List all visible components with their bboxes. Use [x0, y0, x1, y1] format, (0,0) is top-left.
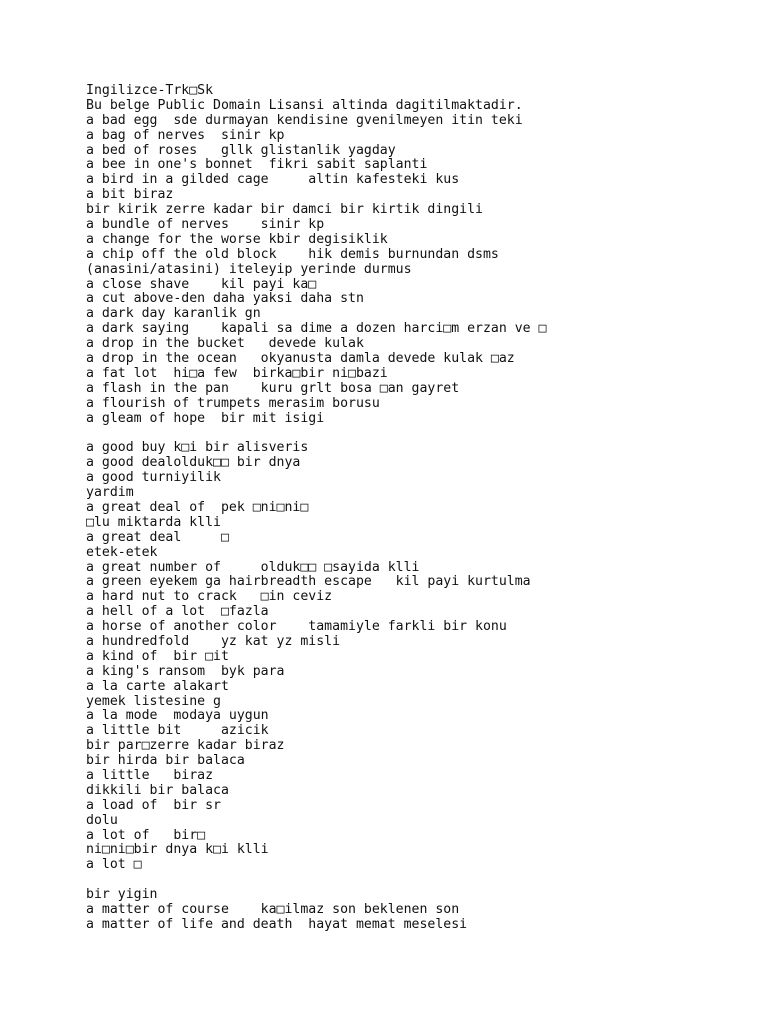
text-line: a little bit azicik	[86, 724, 269, 739]
text-line: a bee in one's bonnet fikri sabit saplanti	[86, 158, 428, 173]
document-text	[86, 84, 756, 933]
text-line: a hard nut to crack □in ceviz	[86, 590, 333, 605]
text-line: a flourish of trumpets merasim borusu	[86, 396, 380, 411]
text-line: a great deal of pek □ni□ni□	[86, 500, 309, 515]
text-line: yardim	[86, 486, 134, 501]
text-line: a bird in a gilded cage altin kafesteki kus	[86, 173, 460, 188]
text-line: a good dealolduk□□ bir dnya	[86, 456, 301, 471]
text-line: a drop in the bucket devede kulak	[86, 337, 364, 352]
text-line: a fat lot hi□a few birka□bir ni□bazi	[86, 366, 388, 381]
text-line: a drop in the ocean okyanusta damla devede kulak □az	[86, 352, 515, 367]
text-line: a horse of another color tamamiyle farkli bir konu	[86, 620, 507, 635]
text-line: a chip off the old block hik demis burnundan dsms	[86, 247, 499, 262]
text-line: a great deal □	[86, 530, 229, 545]
text-line: a bit biraz	[86, 188, 174, 203]
text-line: (anasini/atasini) iteleyip yerinde durmus	[86, 262, 412, 277]
text-line: a change for the worse kbir degisiklik	[86, 232, 388, 247]
text-line: dolu	[86, 813, 118, 828]
text-line: yemek listesine g	[86, 694, 221, 709]
text-line: bir yigin	[86, 888, 158, 903]
text-line: a hell of a lot □fazla	[86, 605, 269, 620]
text-line: a close shave kil payi ka□	[86, 277, 317, 292]
text-line: a la carte alakart	[86, 679, 229, 694]
text-line: a load of bir sr	[86, 798, 221, 813]
text-line: a hundredfold yz kat yz misli	[86, 634, 341, 649]
text-line: a dark saying kapali sa dime a dozen harci□m erzan ve □	[86, 322, 547, 337]
text-line: bir kirik zerre kadar bir damci bir kirtik dingili	[86, 203, 483, 218]
text-line: bir hirda bir balaca	[86, 754, 245, 769]
text-line: Bu belge Public Domain Lisansi altinda dagitilmaktadir.	[86, 98, 523, 113]
text-line: a flash in the pan kuru grlt bosa □an gayret	[86, 381, 460, 396]
text-line: a bad egg sde durmayan kendisine gvenilmeyen itin teki	[86, 113, 523, 128]
text-line: a kind of bir □it	[86, 649, 229, 664]
text-line: a great number of olduk□□ □sayida klli	[86, 560, 420, 575]
blank-line	[86, 426, 756, 441]
text-line: a lot of bir□	[86, 828, 206, 843]
text-line: □lu miktarda klli	[86, 515, 221, 530]
text-line: dikkili bir balaca	[86, 783, 229, 798]
text-line: a green eyekem ga hairbreadth escape kil payi kurtulma	[86, 575, 531, 590]
text-line: a king's ransom byk para	[86, 664, 285, 679]
text-line: a bed of roses gllk glistanlik yagday	[86, 143, 396, 158]
text-line: a bag of nerves sinir kp	[86, 128, 285, 143]
text-line: a la mode modaya uygun	[86, 709, 269, 724]
text-line: a dark day karanlik gn	[86, 307, 261, 322]
text-line: a good turniyilik	[86, 471, 221, 486]
text-line: Ingilizce-Trk□Sk	[86, 84, 214, 98]
text-line: a matter of life and death hayat memat meselesi	[86, 917, 468, 932]
text-line: a matter of course ka□ilmaz son beklenen son	[86, 902, 460, 917]
text-line: a lot □	[86, 858, 142, 873]
blank-line	[86, 873, 756, 888]
text-line: etek-etek	[86, 545, 158, 560]
text-line: a gleam of hope bir mit isigi	[86, 411, 325, 426]
text-line: a bundle of nerves sinir kp	[86, 218, 325, 233]
text-line: a little biraz	[86, 768, 214, 783]
text-line: ni□ni□bir dnya k□i klli	[86, 843, 269, 858]
text-line: a good buy k□i bir alisveris	[86, 441, 309, 456]
text-line: bir par□zerre kadar biraz	[86, 739, 285, 754]
text-line: a cut above-den daha yaksi daha stn	[86, 292, 364, 307]
